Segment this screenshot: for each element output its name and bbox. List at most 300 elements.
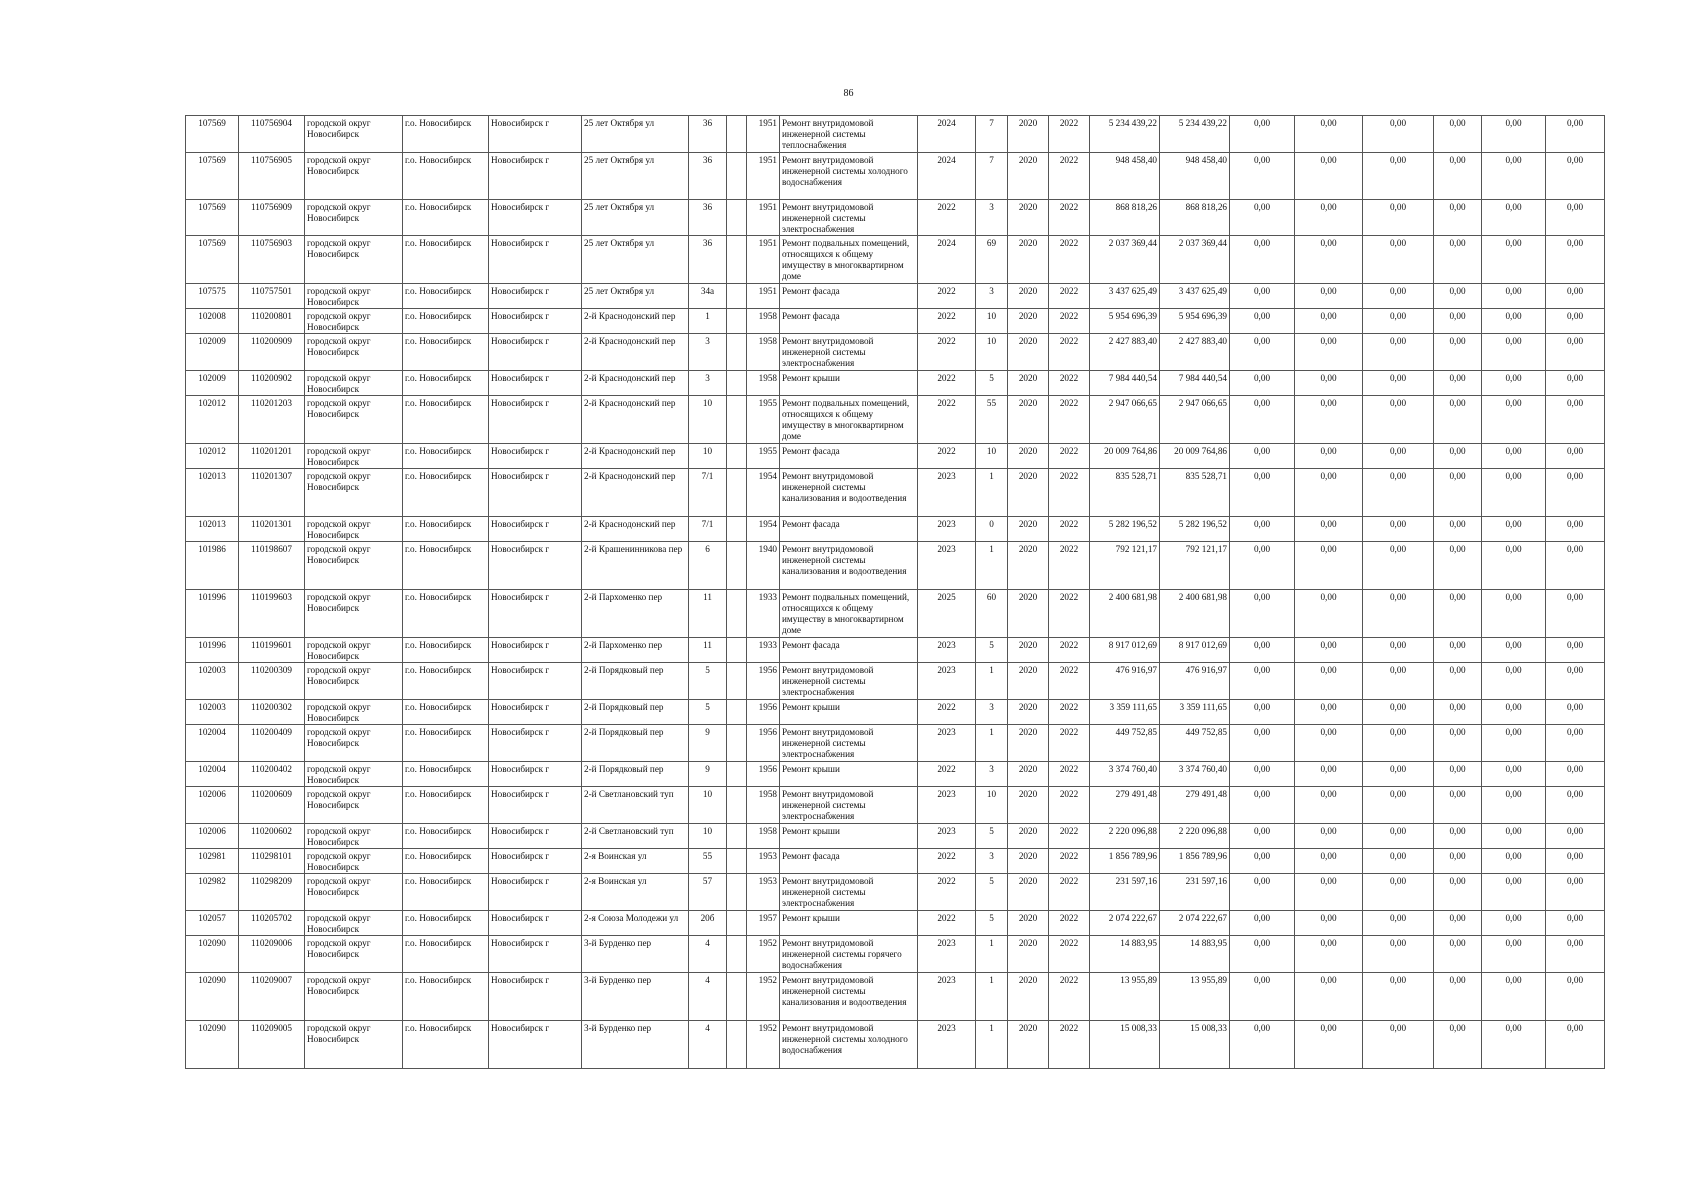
cell-sum1: 2 074 222,67 xyxy=(1090,911,1160,936)
cell-korp xyxy=(727,849,747,874)
cell-y2: 2022 xyxy=(1049,542,1090,590)
cell-code: 110200801 xyxy=(239,309,305,334)
cell-qty: 10 xyxy=(976,309,1008,334)
cell-sum2: 279 491,48 xyxy=(1160,787,1230,824)
cell-v6: 0,00 xyxy=(1546,469,1605,517)
cell-qty: 3 xyxy=(976,849,1008,874)
cell-house: 5 xyxy=(689,700,727,725)
cell-year: 1933 xyxy=(747,638,780,663)
cell-sum1: 948 458,40 xyxy=(1090,153,1160,200)
cell-code: 110209005 xyxy=(239,1021,305,1069)
cell-house: 9 xyxy=(689,762,727,787)
table-row xyxy=(186,153,1605,200)
cell-city: Новосибирск г xyxy=(489,334,582,371)
cell-id: 107569 xyxy=(186,236,239,284)
cell-v3: 0,00 xyxy=(1363,824,1434,849)
cell-code: 110298101 xyxy=(239,849,305,874)
cell-code: 110201203 xyxy=(239,396,305,444)
cell-v5: 0,00 xyxy=(1482,700,1546,725)
cell-mo: г.о. Новосибирск xyxy=(403,700,489,725)
cell-korp xyxy=(727,973,747,1021)
cell-sum2: 948 458,40 xyxy=(1160,153,1230,200)
cell-v3: 0,00 xyxy=(1363,874,1434,911)
cell-street: 3-й Бурденко пер xyxy=(582,1021,689,1069)
cell-id: 102009 xyxy=(186,334,239,371)
cell-v3: 0,00 xyxy=(1363,911,1434,936)
cell-y2: 2022 xyxy=(1049,762,1090,787)
cell-mo: г.о. Новосибирск xyxy=(403,517,489,542)
cell-v6: 0,00 xyxy=(1546,590,1605,638)
cell-city: Новосибирск г xyxy=(489,396,582,444)
cell-v1: 0,00 xyxy=(1230,469,1295,517)
cell-city: Новосибирск г xyxy=(489,517,582,542)
cell-v3: 0,00 xyxy=(1363,334,1434,371)
cell-city: Новосибирск г xyxy=(489,590,582,638)
cell-y2: 2022 xyxy=(1049,153,1090,200)
cell-code: 110756904 xyxy=(239,116,305,153)
cell-y2: 2022 xyxy=(1049,334,1090,371)
cell-v5: 0,00 xyxy=(1482,469,1546,517)
cell-id: 102012 xyxy=(186,444,239,469)
cell-mo: г.о. Новосибирск xyxy=(403,284,489,309)
cell-y2: 2022 xyxy=(1049,874,1090,911)
cell-sum2: 3 374 760,40 xyxy=(1160,762,1230,787)
capital-repair-register-table xyxy=(185,115,1605,1069)
cell-year: 1952 xyxy=(747,936,780,973)
cell-v2: 0,00 xyxy=(1295,444,1363,469)
cell-v5: 0,00 xyxy=(1482,153,1546,200)
cell-mo: г.о. Новосибирск xyxy=(403,787,489,824)
cell-sum2: 2 074 222,67 xyxy=(1160,911,1230,936)
cell-qty: 3 xyxy=(976,700,1008,725)
cell-plan: 2023 xyxy=(918,517,976,542)
cell-y2: 2022 xyxy=(1049,236,1090,284)
cell-work: Ремонт внутридомовой инженерной системы горячего водоснабжения xyxy=(780,936,918,973)
cell-code: 110201201 xyxy=(239,444,305,469)
cell-work: Ремонт внутридомовой инженерной системы холодного водоснабжения xyxy=(780,153,918,200)
cell-korp xyxy=(727,396,747,444)
cell-y1: 2020 xyxy=(1008,444,1049,469)
cell-qty: 1 xyxy=(976,973,1008,1021)
cell-id: 102006 xyxy=(186,787,239,824)
cell-qty: 55 xyxy=(976,396,1008,444)
cell-v5: 0,00 xyxy=(1482,911,1546,936)
cell-year: 1953 xyxy=(747,849,780,874)
cell-v2: 0,00 xyxy=(1295,824,1363,849)
cell-sum1: 1 856 789,96 xyxy=(1090,849,1160,874)
cell-v4: 0,00 xyxy=(1434,371,1482,396)
cell-qty: 3 xyxy=(976,284,1008,309)
cell-v1: 0,00 xyxy=(1230,973,1295,1021)
cell-v6: 0,00 xyxy=(1546,236,1605,284)
cell-y1: 2020 xyxy=(1008,116,1049,153)
cell-v1: 0,00 xyxy=(1230,236,1295,284)
cell-sum2: 835 528,71 xyxy=(1160,469,1230,517)
cell-mo: г.о. Новосибирск xyxy=(403,371,489,396)
cell-v5: 0,00 xyxy=(1482,284,1546,309)
cell-qty: 1 xyxy=(976,936,1008,973)
cell-sum2: 868 818,26 xyxy=(1160,200,1230,236)
cell-y2: 2022 xyxy=(1049,725,1090,762)
cell-v1: 0,00 xyxy=(1230,849,1295,874)
cell-v1: 0,00 xyxy=(1230,911,1295,936)
cell-v5: 0,00 xyxy=(1482,638,1546,663)
cell-sum2: 2 220 096,88 xyxy=(1160,824,1230,849)
cell-korp xyxy=(727,284,747,309)
cell-work: Ремонт фасада xyxy=(780,849,918,874)
cell-qty: 0 xyxy=(976,517,1008,542)
cell-code: 110200402 xyxy=(239,762,305,787)
cell-id: 107569 xyxy=(186,153,239,200)
cell-v6: 0,00 xyxy=(1546,444,1605,469)
table-row xyxy=(186,824,1605,849)
cell-v5: 0,00 xyxy=(1482,517,1546,542)
cell-korp xyxy=(727,700,747,725)
cell-sum1: 3 359 111,65 xyxy=(1090,700,1160,725)
cell-v6: 0,00 xyxy=(1546,849,1605,874)
cell-work: Ремонт внутридомовой инженерной системы канализования и водоотведения xyxy=(780,973,918,1021)
cell-okrug: городской округ Новосибирск xyxy=(305,590,403,638)
cell-v4: 0,00 xyxy=(1434,638,1482,663)
cell-korp xyxy=(727,911,747,936)
cell-v5: 0,00 xyxy=(1482,236,1546,284)
cell-v2: 0,00 xyxy=(1295,936,1363,973)
cell-house: 4 xyxy=(689,936,727,973)
cell-v1: 0,00 xyxy=(1230,396,1295,444)
cell-v6: 0,00 xyxy=(1546,200,1605,236)
cell-v1: 0,00 xyxy=(1230,542,1295,590)
cell-id: 102057 xyxy=(186,911,239,936)
cell-v1: 0,00 xyxy=(1230,1021,1295,1069)
cell-city: Новосибирск г xyxy=(489,236,582,284)
cell-id: 101996 xyxy=(186,638,239,663)
cell-v2: 0,00 xyxy=(1295,309,1363,334)
cell-house: 36 xyxy=(689,116,727,153)
cell-korp xyxy=(727,663,747,700)
cell-v2: 0,00 xyxy=(1295,200,1363,236)
cell-id: 102982 xyxy=(186,874,239,911)
cell-v3: 0,00 xyxy=(1363,116,1434,153)
cell-y1: 2020 xyxy=(1008,309,1049,334)
cell-house: 36 xyxy=(689,236,727,284)
cell-street: 2-й Краснодонский пер xyxy=(582,334,689,371)
cell-work: Ремонт фасада xyxy=(780,517,918,542)
cell-v1: 0,00 xyxy=(1230,638,1295,663)
cell-work: Ремонт внутридомовой инженерной системы электроснабжения xyxy=(780,663,918,700)
cell-y1: 2020 xyxy=(1008,700,1049,725)
cell-v3: 0,00 xyxy=(1363,469,1434,517)
cell-qty: 5 xyxy=(976,911,1008,936)
table-row xyxy=(186,309,1605,334)
cell-v3: 0,00 xyxy=(1363,787,1434,824)
cell-id: 101996 xyxy=(186,590,239,638)
cell-v4: 0,00 xyxy=(1434,787,1482,824)
cell-v5: 0,00 xyxy=(1482,542,1546,590)
cell-korp xyxy=(727,517,747,542)
cell-code: 110199603 xyxy=(239,590,305,638)
cell-y1: 2020 xyxy=(1008,200,1049,236)
cell-v5: 0,00 xyxy=(1482,309,1546,334)
cell-okrug: городской округ Новосибирск xyxy=(305,936,403,973)
cell-mo: г.о. Новосибирск xyxy=(403,849,489,874)
cell-sum1: 3 437 625,49 xyxy=(1090,284,1160,309)
cell-sum2: 15 008,33 xyxy=(1160,1021,1230,1069)
cell-street: 25 лет Октября ул xyxy=(582,116,689,153)
cell-v1: 0,00 xyxy=(1230,517,1295,542)
cell-y1: 2020 xyxy=(1008,153,1049,200)
cell-v1: 0,00 xyxy=(1230,874,1295,911)
cell-v5: 0,00 xyxy=(1482,725,1546,762)
cell-mo: г.о. Новосибирск xyxy=(403,973,489,1021)
cell-korp xyxy=(727,1021,747,1069)
cell-id: 102009 xyxy=(186,371,239,396)
cell-v3: 0,00 xyxy=(1363,973,1434,1021)
cell-code: 110200409 xyxy=(239,725,305,762)
cell-plan: 2023 xyxy=(918,725,976,762)
cell-y2: 2022 xyxy=(1049,309,1090,334)
cell-qty: 5 xyxy=(976,824,1008,849)
cell-v3: 0,00 xyxy=(1363,200,1434,236)
cell-sum1: 279 491,48 xyxy=(1090,787,1160,824)
cell-plan: 2022 xyxy=(918,911,976,936)
cell-house: 11 xyxy=(689,638,727,663)
cell-okrug: городской округ Новосибирск xyxy=(305,1021,403,1069)
cell-v2: 0,00 xyxy=(1295,116,1363,153)
cell-year: 1951 xyxy=(747,236,780,284)
cell-v3: 0,00 xyxy=(1363,663,1434,700)
cell-plan: 2022 xyxy=(918,762,976,787)
cell-okrug: городской округ Новосибирск xyxy=(305,638,403,663)
cell-v1: 0,00 xyxy=(1230,444,1295,469)
cell-sum2: 2 427 883,40 xyxy=(1160,334,1230,371)
cell-work: Ремонт внутридомовой инженерной системы канализования и водоотведения xyxy=(780,542,918,590)
cell-city: Новосибирск г xyxy=(489,824,582,849)
cell-city: Новосибирск г xyxy=(489,116,582,153)
cell-v3: 0,00 xyxy=(1363,849,1434,874)
cell-house: 34а xyxy=(689,284,727,309)
cell-sum1: 5 234 439,22 xyxy=(1090,116,1160,153)
cell-street: 2-й Краснодонский пер xyxy=(582,469,689,517)
cell-code: 110200609 xyxy=(239,787,305,824)
cell-mo: г.о. Новосибирск xyxy=(403,762,489,787)
cell-y1: 2020 xyxy=(1008,663,1049,700)
cell-v4: 0,00 xyxy=(1434,762,1482,787)
cell-v3: 0,00 xyxy=(1363,638,1434,663)
cell-v5: 0,00 xyxy=(1482,936,1546,973)
cell-sum1: 2 220 096,88 xyxy=(1090,824,1160,849)
cell-v5: 0,00 xyxy=(1482,371,1546,396)
cell-v2: 0,00 xyxy=(1295,725,1363,762)
cell-v4: 0,00 xyxy=(1434,936,1482,973)
cell-street: 3-й Бурденко пер xyxy=(582,936,689,973)
table-body xyxy=(186,116,1605,1069)
cell-qty: 3 xyxy=(976,762,1008,787)
cell-city: Новосибирск г xyxy=(489,444,582,469)
cell-year: 1940 xyxy=(747,542,780,590)
cell-year: 1956 xyxy=(747,663,780,700)
cell-code: 110209006 xyxy=(239,936,305,973)
cell-v6: 0,00 xyxy=(1546,936,1605,973)
cell-korp xyxy=(727,762,747,787)
cell-korp xyxy=(727,824,747,849)
cell-v3: 0,00 xyxy=(1363,762,1434,787)
cell-work: Ремонт подвальных помещений, относящихся к общему имуществу в многоквартирном доме xyxy=(780,590,918,638)
cell-city: Новосибирск г xyxy=(489,874,582,911)
cell-work: Ремонт крыши xyxy=(780,371,918,396)
cell-y2: 2022 xyxy=(1049,700,1090,725)
cell-korp xyxy=(727,469,747,517)
cell-v1: 0,00 xyxy=(1230,787,1295,824)
cell-year: 1958 xyxy=(747,334,780,371)
table-row xyxy=(186,874,1605,911)
cell-v4: 0,00 xyxy=(1434,973,1482,1021)
table-row xyxy=(186,284,1605,309)
cell-mo: г.о. Новосибирск xyxy=(403,1021,489,1069)
cell-street: 3-й Бурденко пер xyxy=(582,973,689,1021)
cell-qty: 10 xyxy=(976,787,1008,824)
cell-street: 2-й Краснодонский пер xyxy=(582,371,689,396)
cell-v6: 0,00 xyxy=(1546,396,1605,444)
cell-street: 25 лет Октября ул xyxy=(582,200,689,236)
cell-v2: 0,00 xyxy=(1295,1021,1363,1069)
cell-house: 57 xyxy=(689,874,727,911)
cell-v3: 0,00 xyxy=(1363,517,1434,542)
cell-mo: г.о. Новосибирск xyxy=(403,200,489,236)
cell-sum2: 20 009 764,86 xyxy=(1160,444,1230,469)
cell-v6: 0,00 xyxy=(1546,700,1605,725)
cell-v1: 0,00 xyxy=(1230,371,1295,396)
cell-v1: 0,00 xyxy=(1230,663,1295,700)
cell-qty: 5 xyxy=(976,371,1008,396)
cell-plan: 2022 xyxy=(918,334,976,371)
cell-sum1: 231 597,16 xyxy=(1090,874,1160,911)
cell-y1: 2020 xyxy=(1008,334,1049,371)
cell-v4: 0,00 xyxy=(1434,309,1482,334)
cell-sum2: 1 856 789,96 xyxy=(1160,849,1230,874)
cell-work: Ремонт крыши xyxy=(780,824,918,849)
cell-code: 110756903 xyxy=(239,236,305,284)
cell-v2: 0,00 xyxy=(1295,469,1363,517)
cell-v4: 0,00 xyxy=(1434,153,1482,200)
cell-house: 55 xyxy=(689,849,727,874)
cell-v3: 0,00 xyxy=(1363,153,1434,200)
cell-code: 110756909 xyxy=(239,200,305,236)
table-row xyxy=(186,517,1605,542)
cell-v5: 0,00 xyxy=(1482,1021,1546,1069)
cell-year: 1954 xyxy=(747,469,780,517)
table-row xyxy=(186,663,1605,700)
cell-v5: 0,00 xyxy=(1482,874,1546,911)
cell-house: 6 xyxy=(689,542,727,590)
cell-work: Ремонт подвальных помещений, относящихся к общему имуществу в многоквартирном доме xyxy=(780,396,918,444)
cell-v5: 0,00 xyxy=(1482,590,1546,638)
cell-street: 2-й Краснодонский пер xyxy=(582,517,689,542)
cell-v2: 0,00 xyxy=(1295,334,1363,371)
cell-work: Ремонт фасада xyxy=(780,444,918,469)
cell-street: 25 лет Октября ул xyxy=(582,284,689,309)
cell-house: 3 xyxy=(689,371,727,396)
cell-street: 2-й Пархоменко пер xyxy=(582,590,689,638)
cell-city: Новосибирск г xyxy=(489,849,582,874)
cell-v2: 0,00 xyxy=(1295,762,1363,787)
cell-year: 1956 xyxy=(747,725,780,762)
page-number: 86 xyxy=(843,88,854,99)
cell-y1: 2020 xyxy=(1008,762,1049,787)
cell-plan: 2022 xyxy=(918,309,976,334)
cell-sum2: 7 984 440,54 xyxy=(1160,371,1230,396)
cell-v4: 0,00 xyxy=(1434,116,1482,153)
cell-code: 110200309 xyxy=(239,663,305,700)
cell-y1: 2020 xyxy=(1008,787,1049,824)
cell-v6: 0,00 xyxy=(1546,762,1605,787)
cell-y2: 2022 xyxy=(1049,936,1090,973)
cell-y2: 2022 xyxy=(1049,663,1090,700)
cell-okrug: городской округ Новосибирск xyxy=(305,396,403,444)
cell-okrug: городской округ Новосибирск xyxy=(305,911,403,936)
cell-code: 110756905 xyxy=(239,153,305,200)
cell-y1: 2020 xyxy=(1008,236,1049,284)
cell-y1: 2020 xyxy=(1008,517,1049,542)
cell-plan: 2022 xyxy=(918,200,976,236)
cell-sum1: 792 121,17 xyxy=(1090,542,1160,590)
cell-street: 2-й Пархоменко пер xyxy=(582,638,689,663)
cell-y1: 2020 xyxy=(1008,638,1049,663)
cell-v5: 0,00 xyxy=(1482,849,1546,874)
cell-y1: 2020 xyxy=(1008,874,1049,911)
cell-street: 2-й Светлановский туп xyxy=(582,787,689,824)
cell-v6: 0,00 xyxy=(1546,911,1605,936)
cell-house: 9 xyxy=(689,725,727,762)
cell-v4: 0,00 xyxy=(1434,334,1482,371)
cell-mo: г.о. Новосибирск xyxy=(403,236,489,284)
cell-street: 2-й Светлановский туп xyxy=(582,824,689,849)
cell-sum2: 5 234 439,22 xyxy=(1160,116,1230,153)
cell-city: Новосибирск г xyxy=(489,787,582,824)
cell-city: Новосибирск г xyxy=(489,911,582,936)
cell-y2: 2022 xyxy=(1049,849,1090,874)
cell-v2: 0,00 xyxy=(1295,700,1363,725)
cell-okrug: городской округ Новосибирск xyxy=(305,762,403,787)
cell-y2: 2022 xyxy=(1049,284,1090,309)
cell-city: Новосибирск г xyxy=(489,762,582,787)
cell-v6: 0,00 xyxy=(1546,116,1605,153)
cell-street: 2-я Воинская ул xyxy=(582,849,689,874)
cell-sum2: 8 917 012,69 xyxy=(1160,638,1230,663)
cell-plan: 2022 xyxy=(918,849,976,874)
cell-mo: г.о. Новосибирск xyxy=(403,638,489,663)
cell-okrug: городской округ Новосибирск xyxy=(305,517,403,542)
cell-v3: 0,00 xyxy=(1363,444,1434,469)
cell-street: 2-й Порядковый пер xyxy=(582,700,689,725)
cell-v1: 0,00 xyxy=(1230,762,1295,787)
cell-sum2: 476 916,97 xyxy=(1160,663,1230,700)
cell-v1: 0,00 xyxy=(1230,700,1295,725)
cell-code: 110201301 xyxy=(239,517,305,542)
cell-v5: 0,00 xyxy=(1482,762,1546,787)
cell-v3: 0,00 xyxy=(1363,700,1434,725)
cell-v3: 0,00 xyxy=(1363,309,1434,334)
cell-y2: 2022 xyxy=(1049,517,1090,542)
cell-v3: 0,00 xyxy=(1363,1021,1434,1069)
cell-sum1: 476 916,97 xyxy=(1090,663,1160,700)
cell-v3: 0,00 xyxy=(1363,936,1434,973)
cell-street: 2-й Краснодонский пер xyxy=(582,309,689,334)
cell-plan: 2023 xyxy=(918,638,976,663)
cell-v6: 0,00 xyxy=(1546,309,1605,334)
cell-v4: 0,00 xyxy=(1434,700,1482,725)
cell-v4: 0,00 xyxy=(1434,590,1482,638)
cell-year: 1951 xyxy=(747,116,780,153)
